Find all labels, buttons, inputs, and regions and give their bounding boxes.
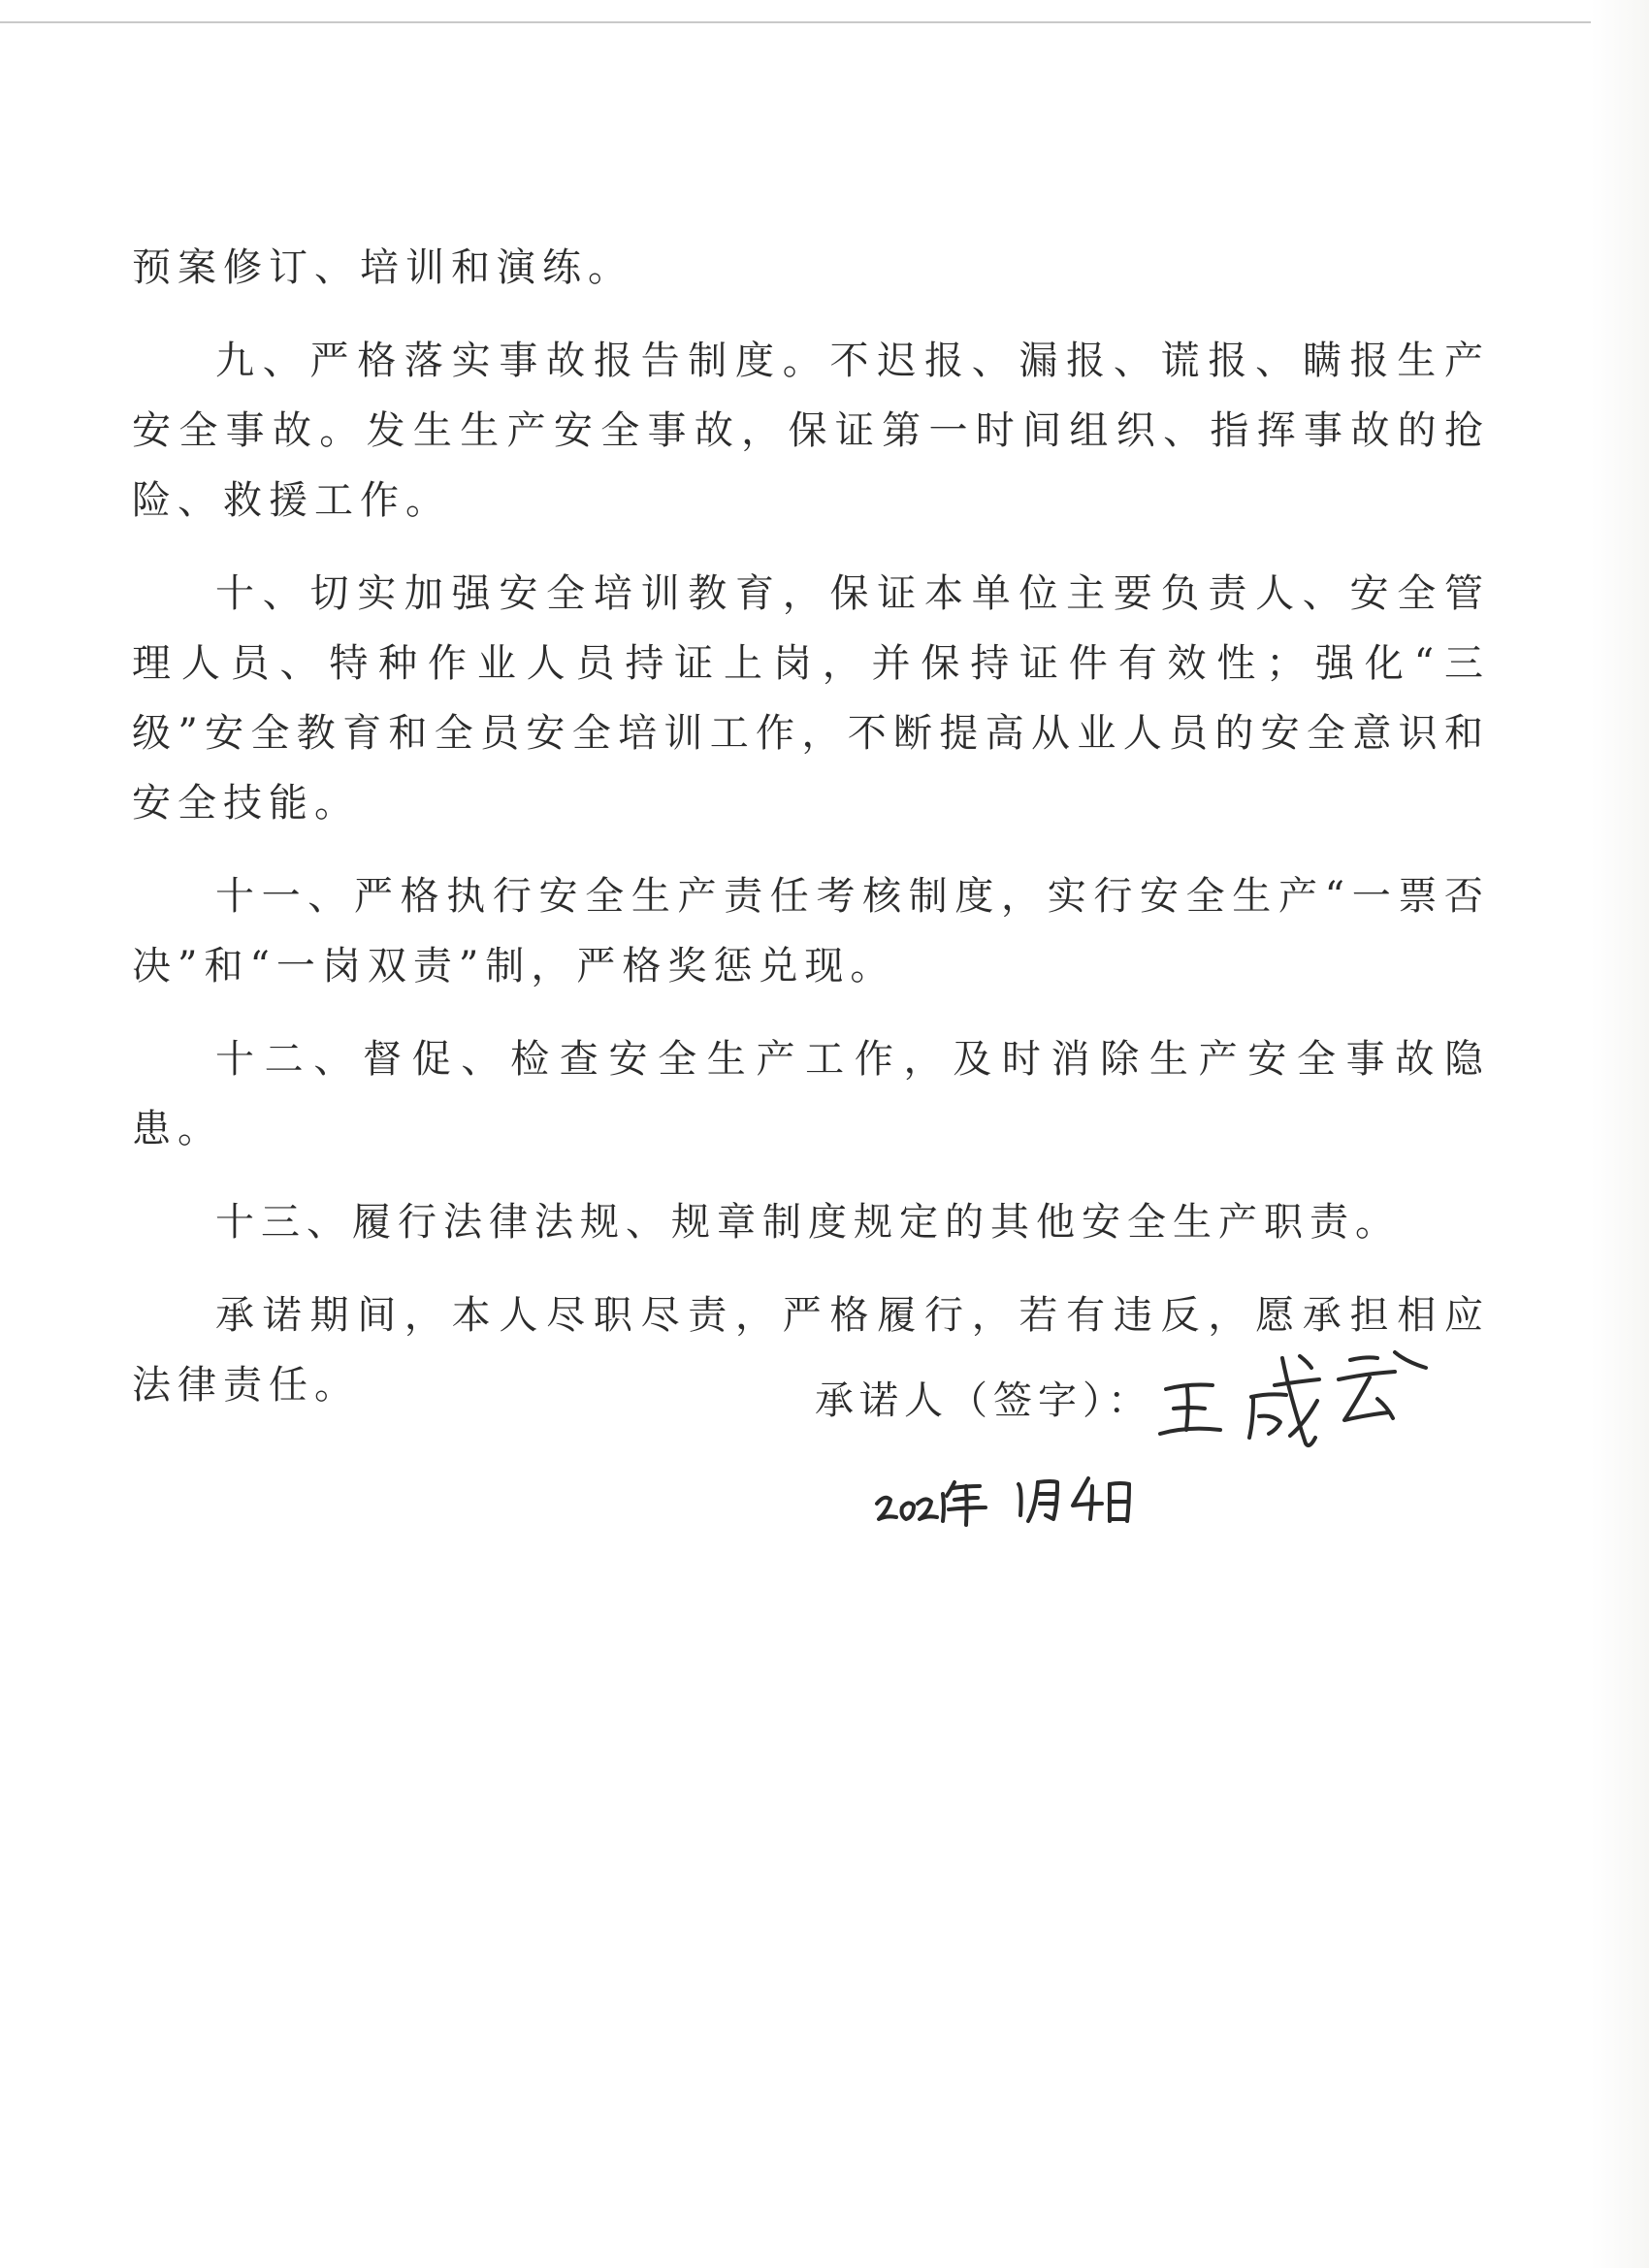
paragraph-item-11: 十一、严格执行安全生产责任考核制度，实行安全生产“一票否决”和“一岗双责”制，严格奖惩兑现。 [132,874,1490,988]
handwritten-date [873,1465,1193,1533]
paragraph-item-9: 九、严格落实事故报告制度。不迟报、漏报、谎报、瞒报生产安全事故。发生生产安全事故，保证第一时间组织、指挥事故的抢险、救援工作。 [132,339,1490,523]
signature-label: 承诺人（签字）： [815,1378,1152,1423]
scan-right-edge [1591,0,1649,2268]
paragraph-commitment: 承诺期间，本人尽职尽责，严格履行，若有违反，愿承担相应法律责任。 [132,1293,1490,1408]
scan-top-edge [0,21,1591,23]
signature-block [815,1329,1494,1523]
handwritten-signature [1145,1329,1465,1455]
document-body [132,233,1490,1443]
paragraph-item-13: 十三、履行法律法规、规章制度规定的其他安全生产职责。 [215,1200,1401,1245]
paragraph-item-10: 十、切实加强安全培训教育，保证本单位主要负责人、安全管理人员、特种作业人员持证上岗，并保持证件有效性；强化“三级”安全教育和全员安全培训工作，不断提高从业人员的安全意识和安全技能。 [132,571,1490,826]
paragraph-item-12: 十二、督促、检查安全生产工作，及时消除生产安全事故隐患。 [132,1037,1490,1151]
paragraph-continuation: 预案修订、培训和演练。 [132,245,633,290]
